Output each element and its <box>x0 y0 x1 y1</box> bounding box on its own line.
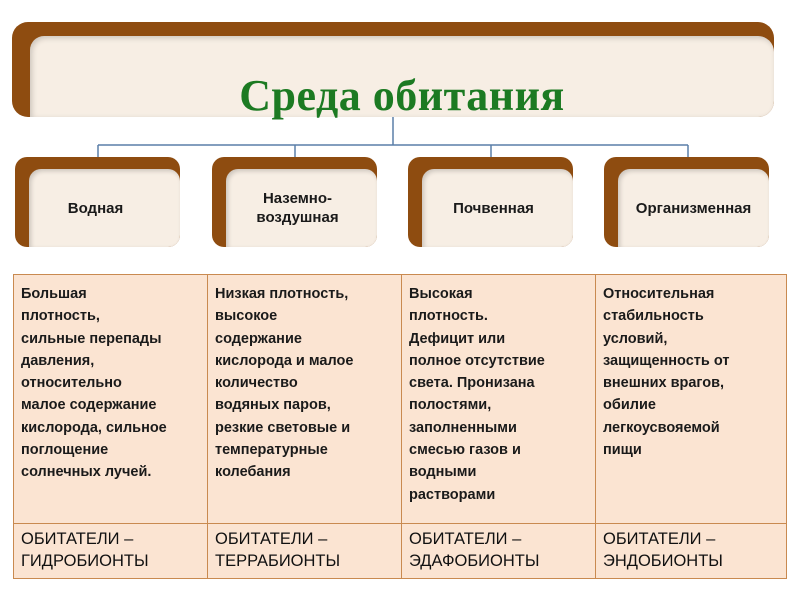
table-cell-description <box>14 275 207 523</box>
description-ground-air: Низкая плотность, высокое содержание кислорода и малое количество водяных паров, резкие световые и температурные колебания <box>215 286 354 481</box>
table-column-soil <box>402 275 596 578</box>
inhabitants-soil: ОБИТАТЕЛИ – ЭДАФОБИОНТЫ <box>409 530 540 570</box>
category-box-organism <box>604 157 769 247</box>
table-column-water <box>14 275 208 578</box>
table-cell-description <box>596 275 786 523</box>
table-cell-inhabitants <box>596 523 786 578</box>
table-cell-description <box>402 275 595 523</box>
category-box-inner <box>29 169 180 247</box>
table-column-ground-air <box>208 275 402 578</box>
category-box-inner <box>422 169 573 247</box>
description-water: Большая плотность, сильные перепады давления, относительно малое содержание кислорода, сильное поглощение солнечных лучей. <box>21 286 167 481</box>
inhabitants-water: ОБИТАТЕЛИ – ГИДРОБИОНТЫ <box>21 530 149 570</box>
inhabitants-ground-air: ОБИТАТЕЛИ – ТЕРРАБИОНТЫ <box>215 530 341 570</box>
category-box-soil <box>408 157 573 247</box>
diagram-title: Среда обитания <box>239 71 565 120</box>
description-organism: Относительная стабильность условий, защищенность от внешних врагов, обилие легкоусвояемой пищи <box>603 286 730 459</box>
title-box <box>12 22 774 120</box>
table-cell-inhabitants <box>208 523 401 578</box>
category-box-ground-air <box>212 157 377 247</box>
category-box-water <box>15 157 180 247</box>
inhabitants-organism: ОБИТАТЕЛИ – ЭНДОБИОНТЫ <box>603 530 723 570</box>
table-column-organism <box>596 275 786 578</box>
table-cell-description <box>208 275 401 523</box>
category-label-organism: Организменная <box>635 199 752 217</box>
description-soil: Высокая плотность. Дефицит или полное отсутствие света. Пронизана полостями, заполненными смесью газов и водными растворами <box>409 286 545 503</box>
category-box-inner <box>618 169 769 247</box>
category-label-water: Водная <box>67 199 124 217</box>
title-box-inner <box>30 36 774 120</box>
table-cell-inhabitants <box>402 523 595 578</box>
table-cell-inhabitants <box>14 523 207 578</box>
category-label-soil: Почвенная <box>453 199 534 217</box>
habitat-table <box>13 274 787 579</box>
category-label-ground-air: Наземно- воздушная <box>256 190 339 226</box>
category-box-inner <box>226 169 377 247</box>
